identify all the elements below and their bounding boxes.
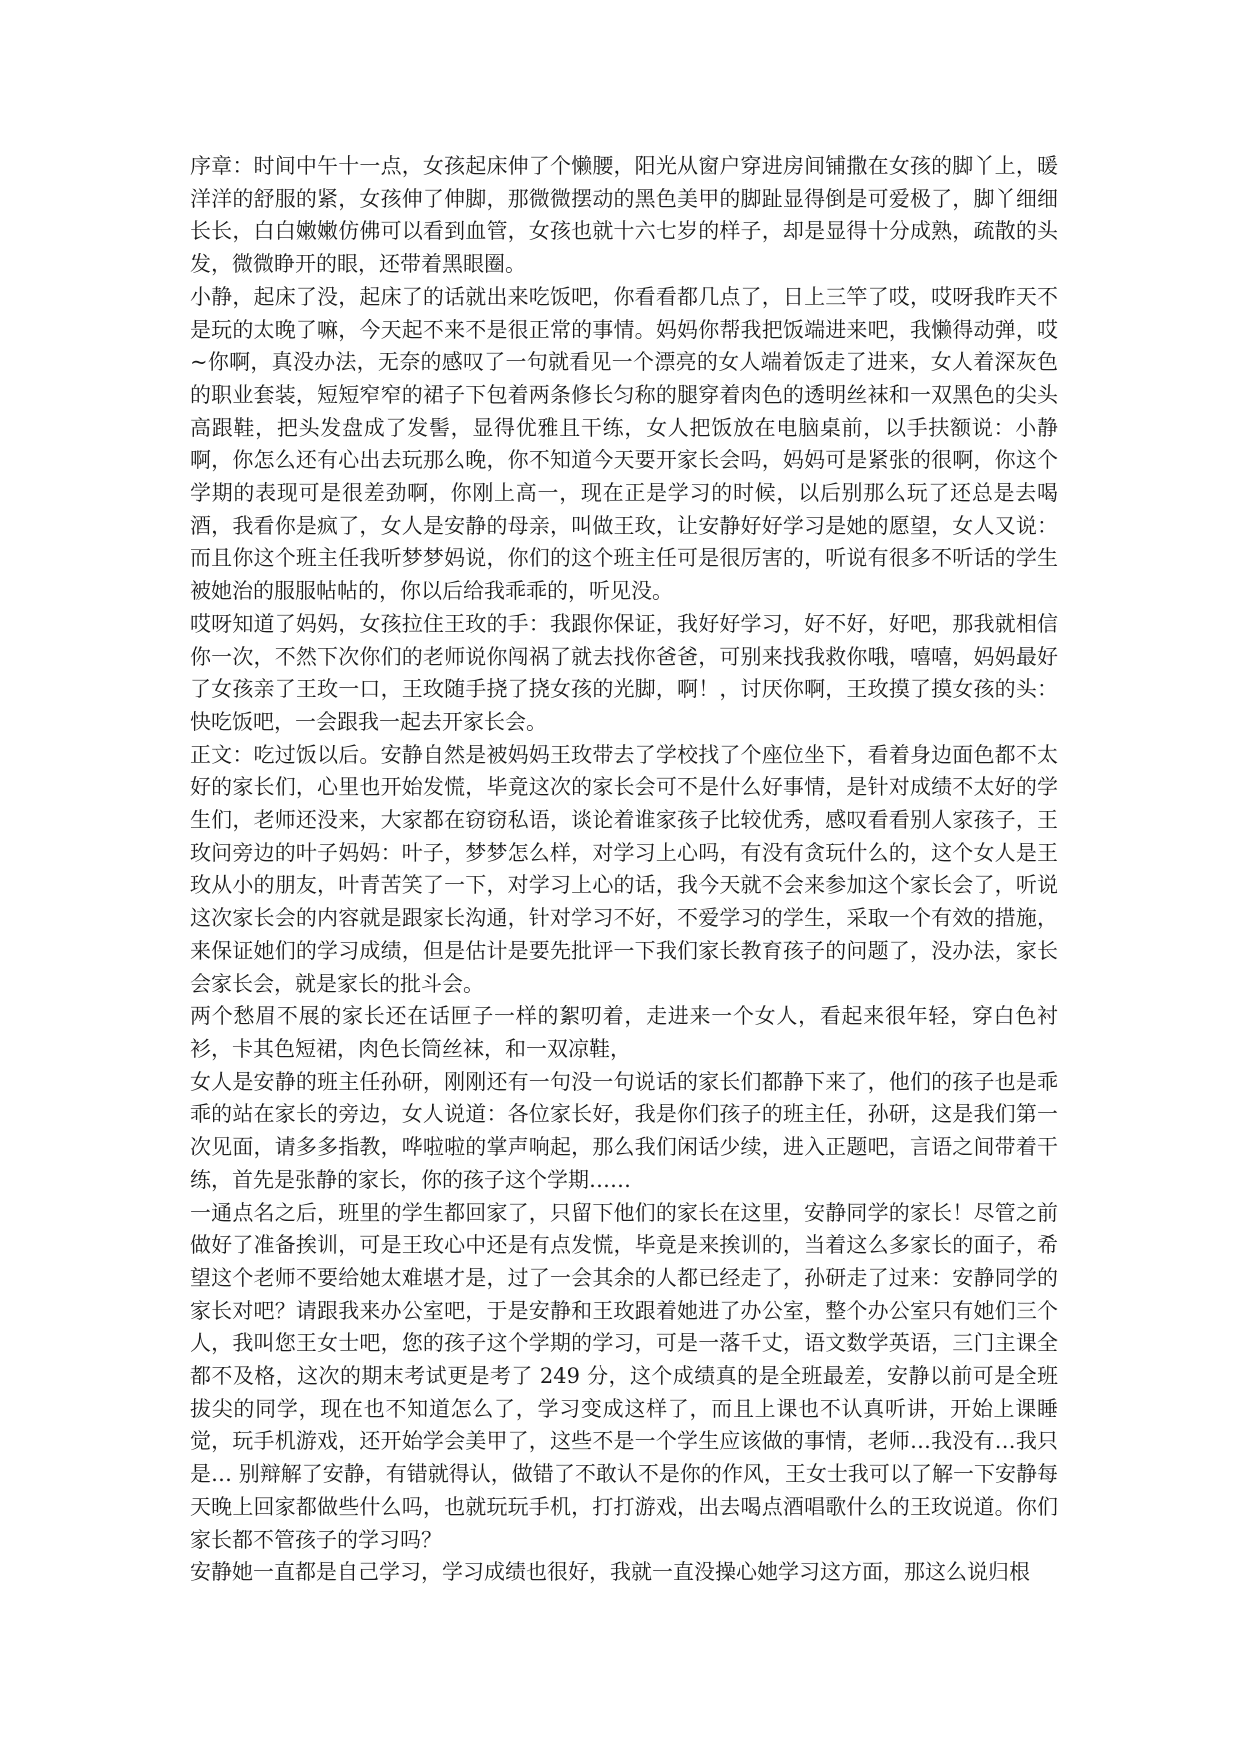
paragraph-promise: 哎呀知道了妈妈，女孩拉住王玫的手：我跟你保证，我好好学习，好不好，好吧，那我就相信你一次，不然下次你们的老师说你闯祸了就去找你爸爸，可别来找我救你哦，嘻嘻，妈妈最好了女孩亲了王玫一口，王玫随手挠了挠女孩的光脚，啊！，讨厌你啊，王玫摸了摸女孩的头：快吃饭吧，一会跟我一起去开家长会。	[190, 611, 1058, 734]
paragraph-teacher-arrives: 两个愁眉不展的家长还在话匣子一样的絮叨着，走进来一个女人，看起来很年轻，穿白色衬衫，卡其色短裙，肉色长筒丝袜，和一双凉鞋，	[190, 1004, 1058, 1061]
paragraph-teacher-intro: 女人是安静的班主任孙研，刚刚还有一句没一句说话的家长们都静下来了，他们的孩子也是乖乖的站在家长的旁边，女人说道：各位家长好，我是你们孩子的班主任，孙研，这是我们第一次见面，请多多指教，哗啦啦的掌声响起，那么我们闲话少续，进入正题吧，言语之间带着干练，首先是张静的家长，你的孩子这个学期……	[190, 1069, 1058, 1192]
paragraph-main-text-start: 正文：吃过饭以后。安静自然是被妈妈王玫带去了学校找了个座位坐下，看着身边面色都不太好的家长们，心里也开始发慌，毕竟这次的家长会可不是什么好事情，是针对成绩不太好的学生们，老师还没来，大家都在窃窃私语，谈论着谁家孩子比较优秀，感叹看看别人家孩子，王玫问旁边的叶子妈妈：叶子，梦梦怎么样，对学习上心吗，有没有贪玩什么的，这个女人是王玫从小的朋友，叶青苦笑了一下，对学习上心的话，我今天就不会来参加这个家长会了，听说这次家长会的内容就是跟家长沟通，针对学习不好，不爱学习的学生，采取一个有效的措施，来保证她们的学习成绩，但是估计是要先批评一下我们家长教育孩子的问题了，没办法，家长会家长会，就是家长的批斗会。	[190, 742, 1058, 996]
paragraph-continued: 安静她一直都是自己学习，学习成绩也很好，我就一直没操心她学习这方面，那这么说归根	[190, 1560, 1030, 1585]
paragraph-prologue: 序章：时间中午十一点，女孩起床伸了个懒腰，阳光从窗户穿进房间铺撒在女孩的脚丫上，暖洋洋的舒服的紧，女孩伸了伸脚，那微微摆动的黑色美甲的脚趾显得倒是可爱极了，脚丫细细长长，白白嫩嫩仿佛可以看到血管，女孩也就十六七岁的样子，却是显得十分成熟，疏散的头发，微微睁开的眼，还带着黑眼圈。	[190, 154, 1058, 277]
paragraph-breakfast-dialogue: 小静，起床了没，起床了的话就出来吃饭吧，你看看都几点了，日上三竿了哎，哎呀我昨天不是玩的太晚了嘛，今天起不来不是很正常的事情。妈妈你帮我把饭端进来吧，我懒得动弹，哎~你啊，真没办法，无奈的感叹了一句就看见一个漂亮的女人端着饭走了进来，女人着深灰色的职业套装，短短窄窄的裙子下包着两条修长匀称的腿穿着肉色的透明丝袜和一双黑色的尖头高跟鞋，把头发盘成了发髻，显得优雅且干练，女人把饭放在电脑桌前，以手扶额说：小静啊，你怎么还有心出去玩那么晚，你不知道今天要开家长会吗，妈妈可是紧张的很啊，你这个学期的表现可是很差劲啊，你刚上高一，现在正是学习的时候，以后别那么玩了还总是去喝酒，我看你是疯了，女人是安静的母亲，叫做王玫，让安静好好学习是她的愿望，女人又说：而且你这个班主任我听梦梦妈说，你们的这个班主任可是很厉害的，听说有很多不听话的学生被她治的服服帖帖的，你以后给我乖乖的，听见没。	[190, 284, 1058, 604]
paragraph-office-talk: 一通点名之后，班里的学生都回家了，只留下他们的家长在这里，安静同学的家长！尽管之前做好了准备挨训，可是王玫心中还是有点发慌，毕竟是来挨训的，当着这么多家长的面子，希望这个老师不要给她太难堪才是，过了一会其余的人都已经走了，孙研走了过来：安静同学的家长对吧？请跟我来办公室吧，于是安静和王玫跟着她进了办公室，整个办公室只有她们三个人，我叫您王女士吧，您的孩子这个学期的学习，可是一落千丈，语文数学英语，三门主课全都不及格，这次的期末考试更是考了 249 分，这个成绩真的是全班最差，安静以前可是全班拔尖的同学，现在也不知道怎么了，学习变成这样了，而且上课也不认真听讲，开始上课睡觉，玩手机游戏，还开始学会美甲了，这些不是一个学生应该做的事情，老师…我没有…我只是… 别辩解了安静，有错就得认，做错了不敢认不是你的作风，王女士我可以了解一下安静每天晚上回家都做些什么吗，也就玩玩手机，打打游戏，出去喝点酒唱歌什么的王玫说道。你们家长都不管孩子的学习吗？	[190, 1200, 1058, 1552]
document-page	[190, 150, 1058, 1589]
